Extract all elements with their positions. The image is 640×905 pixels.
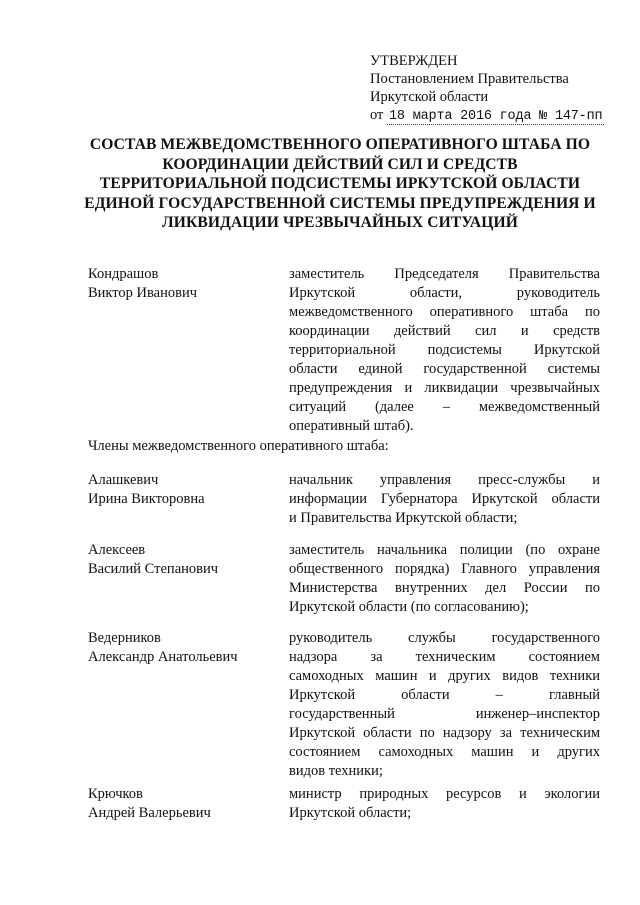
title-line: ЛИКВИДАЦИИ ЧРЕЗВЫЧАЙНЫХ СИТУАЦИЙ	[162, 214, 518, 231]
approval-date-prefix: от	[370, 107, 384, 123]
person-role	[289, 265, 600, 436]
role-line: Министерства внутренних дел России по	[289, 580, 600, 596]
approval-by-resolution: Постановлением Правительства	[370, 71, 569, 87]
person-name	[88, 785, 278, 823]
approval-stamp	[370, 52, 604, 126]
role-line: состоянием самоходных машин и других	[289, 744, 600, 760]
role-line: предупреждения и ликвидации чрезвычайных	[289, 380, 600, 396]
approval-date-line	[370, 106, 604, 126]
person-role	[289, 541, 600, 617]
role-line: заместитель Председателя Правительства	[289, 266, 600, 282]
role-line: самоходных машин и других видов техники	[289, 668, 600, 684]
role-line: и Правительства Иркутской области;	[289, 510, 518, 526]
title-line: ЕДИНОЙ ГОСУДАРСТВЕННОЙ СИСТЕМЫ ПРЕДУПРЕЖДЕНИЯ И	[84, 194, 596, 212]
role-line: руководитель службы государственного	[289, 630, 600, 646]
approval-region: Иркутской области	[370, 89, 489, 105]
person-name	[88, 541, 278, 579]
role-line: министр природных ресурсов и экологии	[289, 786, 600, 802]
person-role	[289, 629, 600, 781]
person-name	[88, 629, 278, 667]
person-role	[289, 471, 600, 528]
role-line: надзора за техническим состоянием	[289, 649, 600, 665]
role-line: общественного порядка) Главного управления	[289, 561, 600, 577]
role-line: Иркутской области по надзору за техническим	[289, 725, 600, 741]
person-given-name: Ирина Викторовна	[88, 491, 205, 507]
document-title	[80, 135, 600, 233]
person-role	[289, 785, 600, 823]
person-surname: Алашкевич	[88, 472, 159, 488]
role-line: Иркутской области, руководитель	[289, 285, 600, 301]
role-line: информации Губернатора Иркутской области	[289, 491, 600, 507]
role-line: территориальной подсистемы Иркутской	[289, 342, 600, 358]
person-given-name: Андрей Валерьевич	[88, 805, 211, 821]
person-given-name: Виктор Иванович	[88, 285, 198, 301]
title-line: КООРДИНАЦИИ ДЕЙСТВИЙ СИЛ И СРЕДСТВ	[162, 155, 518, 173]
role-line: координации действий сил и средств	[289, 323, 600, 339]
person-name	[88, 471, 278, 509]
person-given-name: Василий Степанович	[88, 561, 219, 577]
person-name	[88, 265, 278, 303]
person-surname: Кондрашов	[88, 266, 159, 282]
role-line: видов техники;	[289, 763, 383, 779]
title-line: СОСТАВ МЕЖВЕДОМСТВЕННОГО ОПЕРАТИВНОГО ШТАБА ПО	[89, 136, 591, 153]
role-line: Иркутской области;	[289, 805, 412, 821]
role-line: области единой государственной системы	[289, 361, 600, 377]
role-line: государственный инженер–инспектор	[289, 706, 600, 722]
role-line: начальник управления пресс-службы и	[289, 472, 600, 488]
title-line: ТЕРРИТОРИАЛЬНОЙ ПОДСИСТЕМЫ ИРКУТСКОЙ ОБЛАСТИ	[99, 175, 581, 192]
role-line: Иркутской области – главный	[289, 687, 600, 703]
role-line: межведомственного оперативного штаба по	[289, 304, 600, 320]
person-surname: Алексеев	[88, 542, 146, 558]
person-surname: Крючков	[88, 786, 143, 802]
person-given-name: Александр Анатольевич	[88, 649, 238, 665]
role-line: Иркутской области (по согласованию);	[289, 599, 529, 615]
approval-date-value: 18 марта 2016 года № 147-пп	[389, 109, 603, 124]
person-surname: Ведерников	[88, 630, 161, 646]
members-heading: Члены межведомственного оперативного штаба:	[88, 438, 389, 454]
role-line: оперативный штаб).	[289, 418, 414, 434]
role-line: заместитель начальника полиции (по охране	[289, 542, 600, 558]
approval-approved: УТВЕРЖДЕН	[370, 53, 458, 69]
role-line: ситуаций (далее – межведомственный	[289, 399, 600, 415]
